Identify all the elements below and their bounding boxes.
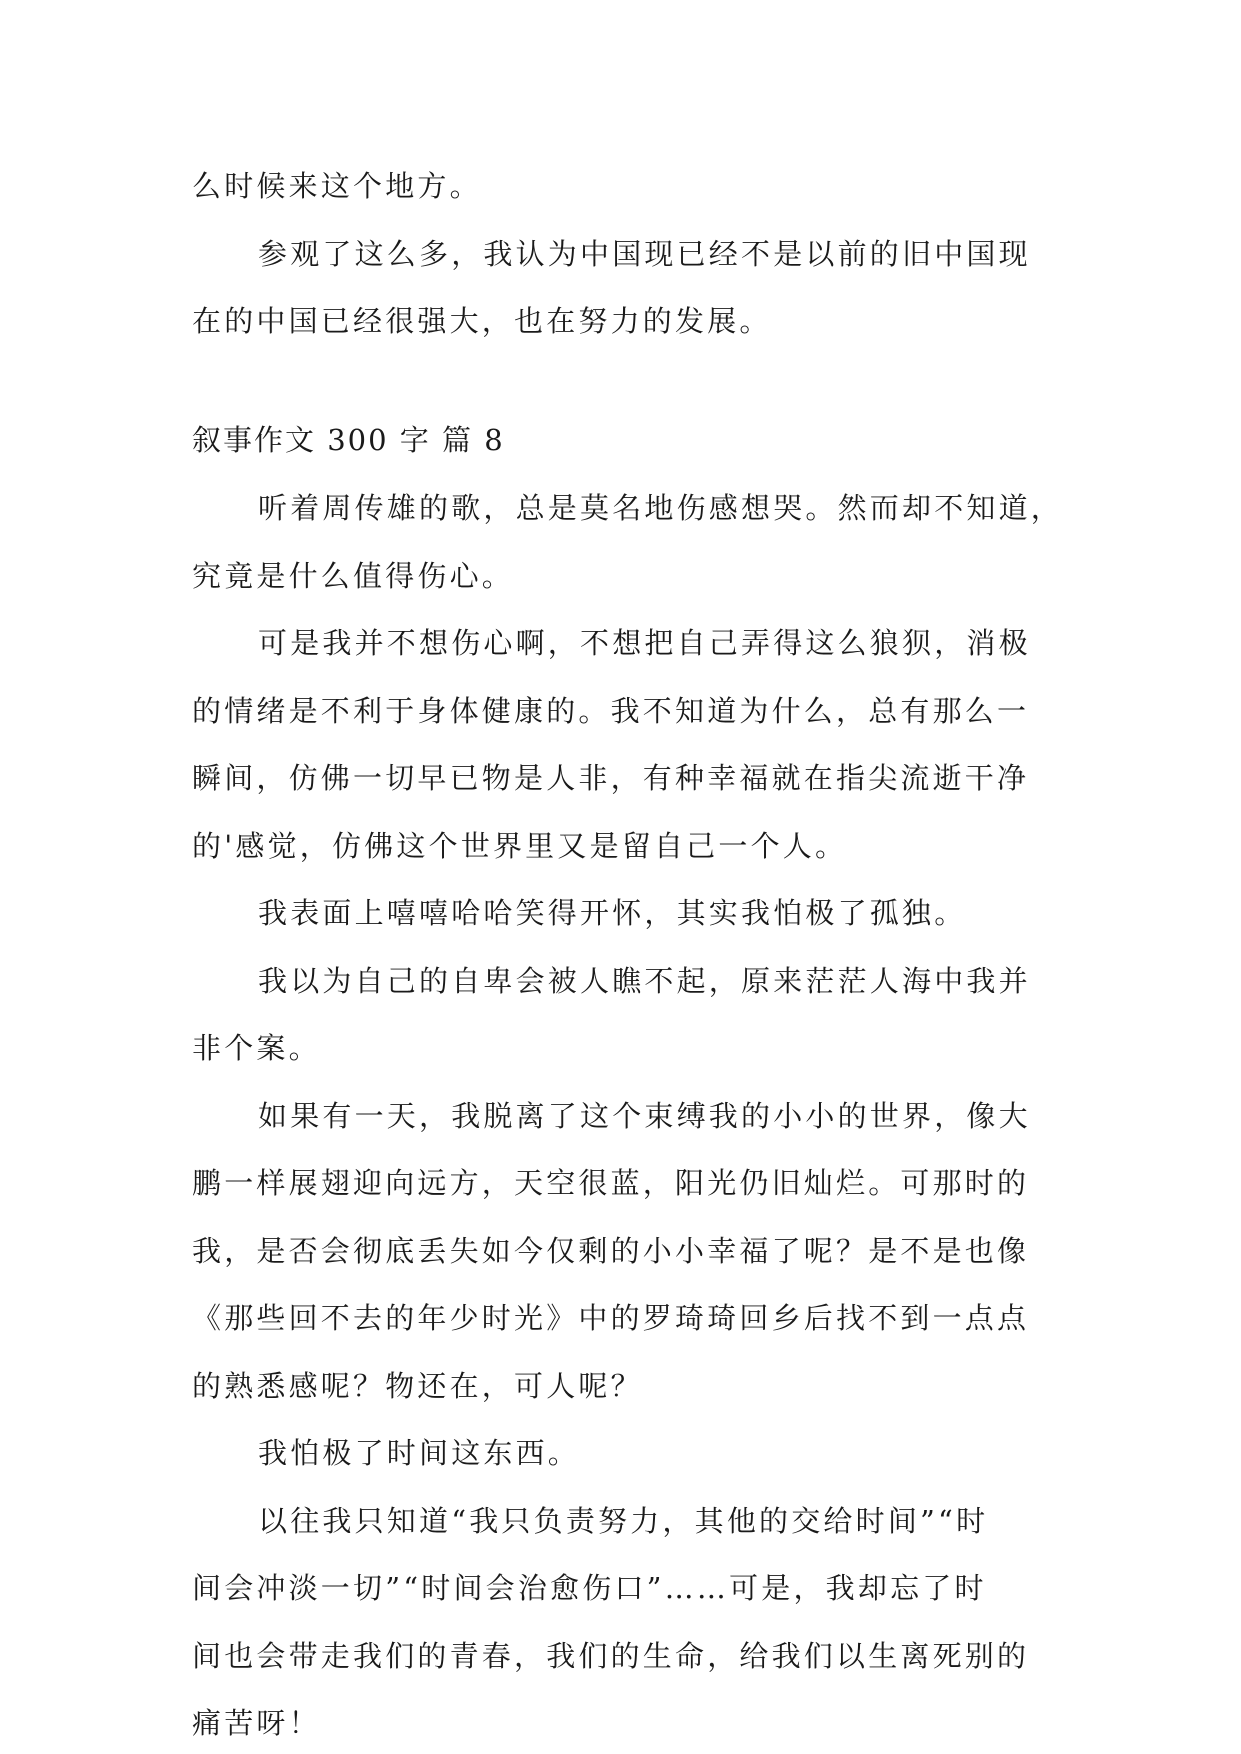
- paragraph-line: 可是我并不想伤心啊，不想把自己弄得这么狼狈，消极: [258, 626, 1031, 660]
- paragraph-line: 参观了这么多，我认为中国现已经不是以前的旧中国现: [258, 237, 1031, 271]
- paragraph-line: 痛苦呀！: [192, 1706, 321, 1740]
- section-heading: 叙事作文 300 字 篇 8: [192, 423, 505, 457]
- paragraph-line: 我怕极了时间这东西。: [258, 1436, 581, 1470]
- paragraph-line: 《那些回不去的年少时光》中的罗琦琦回乡后找不到一点点: [192, 1301, 1030, 1335]
- paragraph-line: 瞬间，仿佛一切早已物是人非，有种幸福就在指尖流逝干净: [192, 761, 1030, 795]
- paragraph-line: 在的中国已经很强大，也在努力的发展。: [192, 304, 772, 338]
- paragraph-line: 究竟是什么值得伤心。: [192, 559, 515, 593]
- paragraph-line: 以往我只知道“我只负责努力，其他的交给时间”“时: [258, 1504, 989, 1538]
- paragraph-line: 听着周传雄的歌，总是莫名地伤感想哭。然而却不知道，: [258, 491, 1064, 525]
- paragraph-line: 我表面上嘻嘻哈哈笑得开怀，其实我怕极了孤独。: [258, 896, 967, 930]
- paragraph-line: 么时候来这个地方。: [192, 169, 482, 203]
- paragraph-line: 的熟悉感呢？物还在，可人呢？: [192, 1369, 643, 1403]
- paragraph-line: 我，是否会彻底丢失如今仅剩的小小幸福了呢？是不是也像: [192, 1234, 1030, 1268]
- paragraph-line: 非个案。: [192, 1031, 321, 1065]
- paragraph-line: 如果有一天，我脱离了这个束缚我的小小的世界，像大: [258, 1099, 1031, 1133]
- document-page: [192, 0, 1064, 1754]
- paragraph-line: 的'感觉，仿佛这个世界里又是留自己一个人。: [192, 829, 848, 863]
- paragraph-line: 间也会带走我们的青春，我们的生命，给我们以生离死别的: [192, 1639, 1030, 1673]
- paragraph-line: 的情绪是不利于身体健康的。我不知道为什么，总有那么一: [192, 694, 1030, 728]
- paragraph-line: 鹏一样展翅迎向远方，天空很蓝，阳光仍旧灿烂。可那时的: [192, 1166, 1030, 1200]
- paragraph-line: 间会冲淡一切”“时间会治愈伤口”……可是，我却忘了时: [192, 1571, 987, 1605]
- paragraph-line: 我以为自己的自卑会被人瞧不起，原来茫茫人海中我并: [258, 964, 1031, 998]
